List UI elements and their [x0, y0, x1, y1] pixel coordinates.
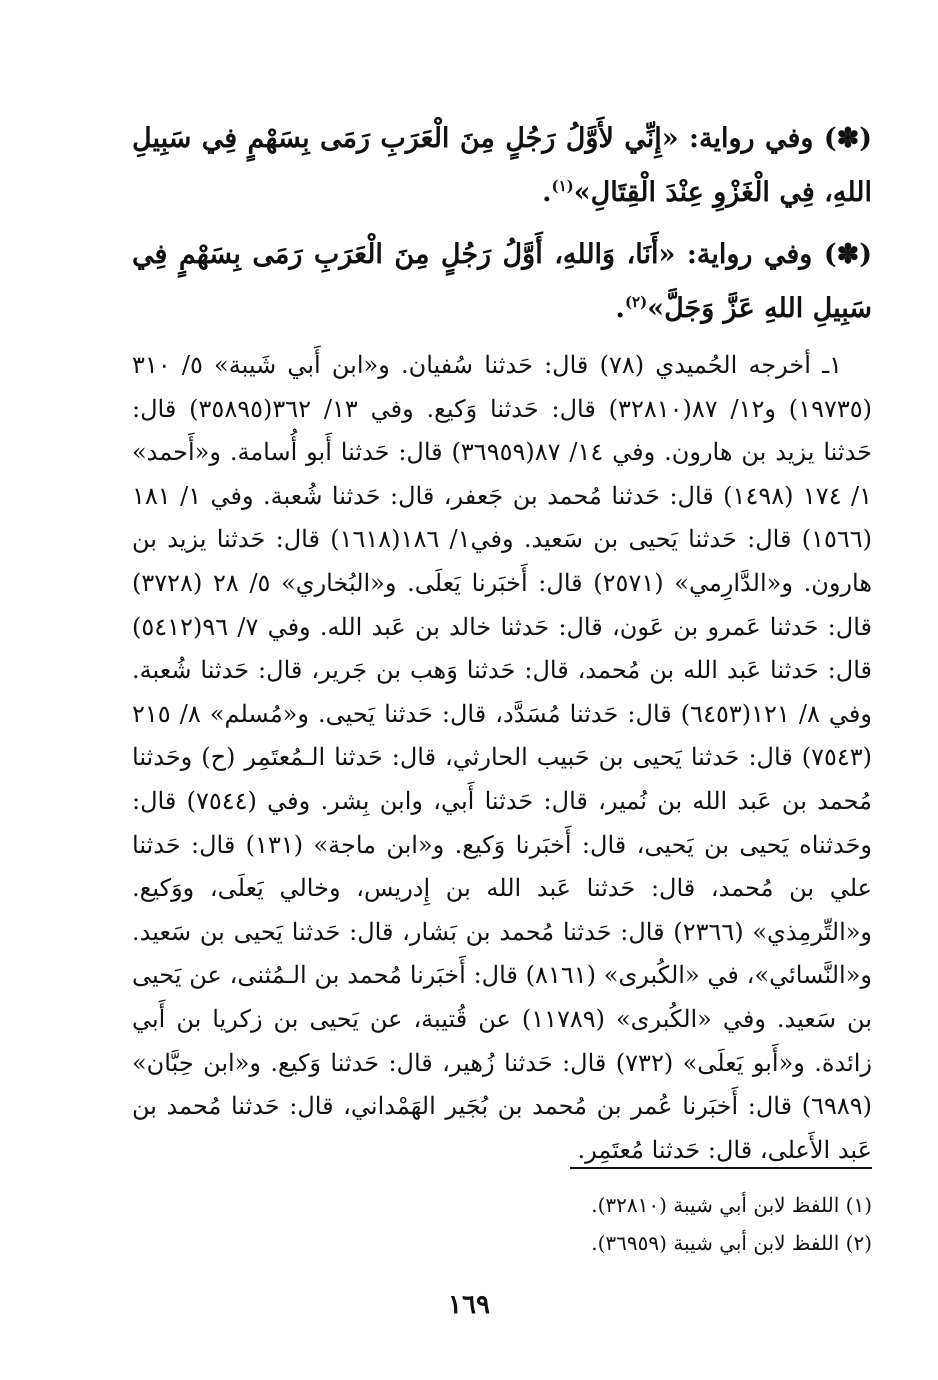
main-text — [132, 112, 872, 1172]
footnote-ref-2[interactable]: (٢) — [624, 293, 648, 311]
takhrij-paragraph: ١ـ أخرجه الحُميدي (٧٨) قال: حَدثنا سُفيان. و«ابن أَبي شَيبة» ٥/ ٣١٠ (١٩٧٣٥) و١٢/ ٨٧(٣٢٨١٠) قال: حَدثنا وَكيع. وفي ١٣/ ٣٦٢(٣٥٨٩٥) قال: حَدثنا يزيد بن هارون. وفي ١٤/ ٨٧(٣٦٩٥٩) قال: حَدثنا أَبو أُسامة. و«أَحمد» ١/ ١٧٤ (١٤٩٨) قال: حَدثنا مُحمد بن جَعفر، قال: حَدثنا شُعبة. وفي ١/ ١٨١ (١٥٦٦) قال: حَدثنا يَحيى بن سَعيد. وفي١/ ١٨٦(١٦١٨) قال: حَدثنا يزيد بن هارون. و«الدَّارِمي» (٢٥٧١) قال: أَخبَرنا يَعلَى. و«البُخاري» ٥/ ٢٨ (٣٧٢٨) قال: حَدثنا عَمرو بن عَون، قال: حَدثنا خالد بن عَبد الله. وفي ٧/ ٩٦(٥٤١٢) قال: حَدثنا عَبد الله بن مُحمد، قال: حَدثنا وَهب بن جَرير، قال: حَدثنا شُعبة. وفي ٨/ ١٢١(٦٤٥٣) قال: حَدثنا مُسَدَّد، قال: حَدثنا يَحيى. و«مُسلم» ٨/ ٢١٥ (٧٥٤٣) قال: حَدثنا يَحيى بن حَبيب الحارثي، قال: حَدثنا الـمُعتَمِر (ح) وحَدثنا مُحمد بن عَبد الله بن نُمير، قال: حَدثنا أَبي، وابن بِشر. وفي (٧٥٤٤) قال: وحَدثناه يَحيى بن يَحيى، قال: أَخبَرنا وَكيع. و«ابن ماجة» (١٣١) قال: حَدثنا علي بن مُحمد، قال: حَدثنا عَبد الله بن إِدريس، وخالي يَعلَى، ووَكيع. و«التِّرمِذي» (٢٣٦٦) قال: حَدثنا مُحمد بن بَشار، قال: حَدثنا يَحيى بن سَعيد. و«النَّسائي»، في «الكُبرى» (٨١٦١) قال: أَخبَرنا مُحمد بن الـمُثنى، عن يَحيى بن سَعيد. وفي «الكُبرى» (١١٧٨٩) عن قُتيبة، عن يَحيى بن زكريا بن أَبي زائدة. و«أَبو يَعلَى» (٧٣٢) قال: حَدثنا زُهير، قال: حَدثنا وَكيع. و«ابن حِبَّان» (٦٩٨٩) قال: أَخبَرنا عُمر بن مُحمد بن بُجَير الهَمْداني، قال: حَدثنا مُحمد بن عَبد الأَعلى، قال: حَدثنا مُعتَمِر. — [132, 351, 873, 1164]
narration-2-text: (✽) وفي رواية: «أَنَا، وَاللهِ، أَوَّلُ رَجُلٍ مِنَ الْعَرَبِ رَمَى بِسَهْمٍ فِي سَبِيلِ اللهِ عَزَّ وَجَلَّ» — [132, 239, 872, 324]
narration-1: (✽) وفي رواية: «إِنِّي لأَوَّلُ رَجُلٍ مِنَ الْعَرَبِ رَمَى بِسَهْمٍ فِي سَبِيلِ اللهِ، فِي الْغَزْوِ عِنْدَ الْقِتَالِ»$^{(١)}$. — [132, 123, 872, 208]
narration-2: (✽) وفي رواية: «أَنَا، وَاللهِ، أَوَّلُ رَجُلٍ مِنَ الْعَرَبِ رَمَى بِسَهْمٍ فِي سَبِيلِ اللهِ عَزَّ وَجَلَّ»$^{(٢)}$. — [132, 239, 872, 324]
footnotes — [132, 1186, 872, 1262]
narration-1-text: (✽) وفي رواية: «إِنِّي لأَوَّلُ رَجُلٍ مِنَ الْعَرَبِ رَمَى بِسَهْمٍ فِي سَبِيلِ اللهِ، فِي الْغَزْوِ عِنْدَ الْقِتَالِ» — [132, 123, 872, 208]
footnote-1: (١) اللفظ لابن أبي شيبة (٣٢٨١٠). — [591, 1193, 872, 1217]
page-number: ١٦٩ — [448, 1290, 490, 1320]
footnote-divider — [570, 1167, 872, 1169]
footnote-2: (٢) اللفظ لابن أبي شيبة (٣٦٩٥٩). — [591, 1231, 872, 1255]
footnote-ref-1[interactable]: (١) — [551, 177, 574, 195]
